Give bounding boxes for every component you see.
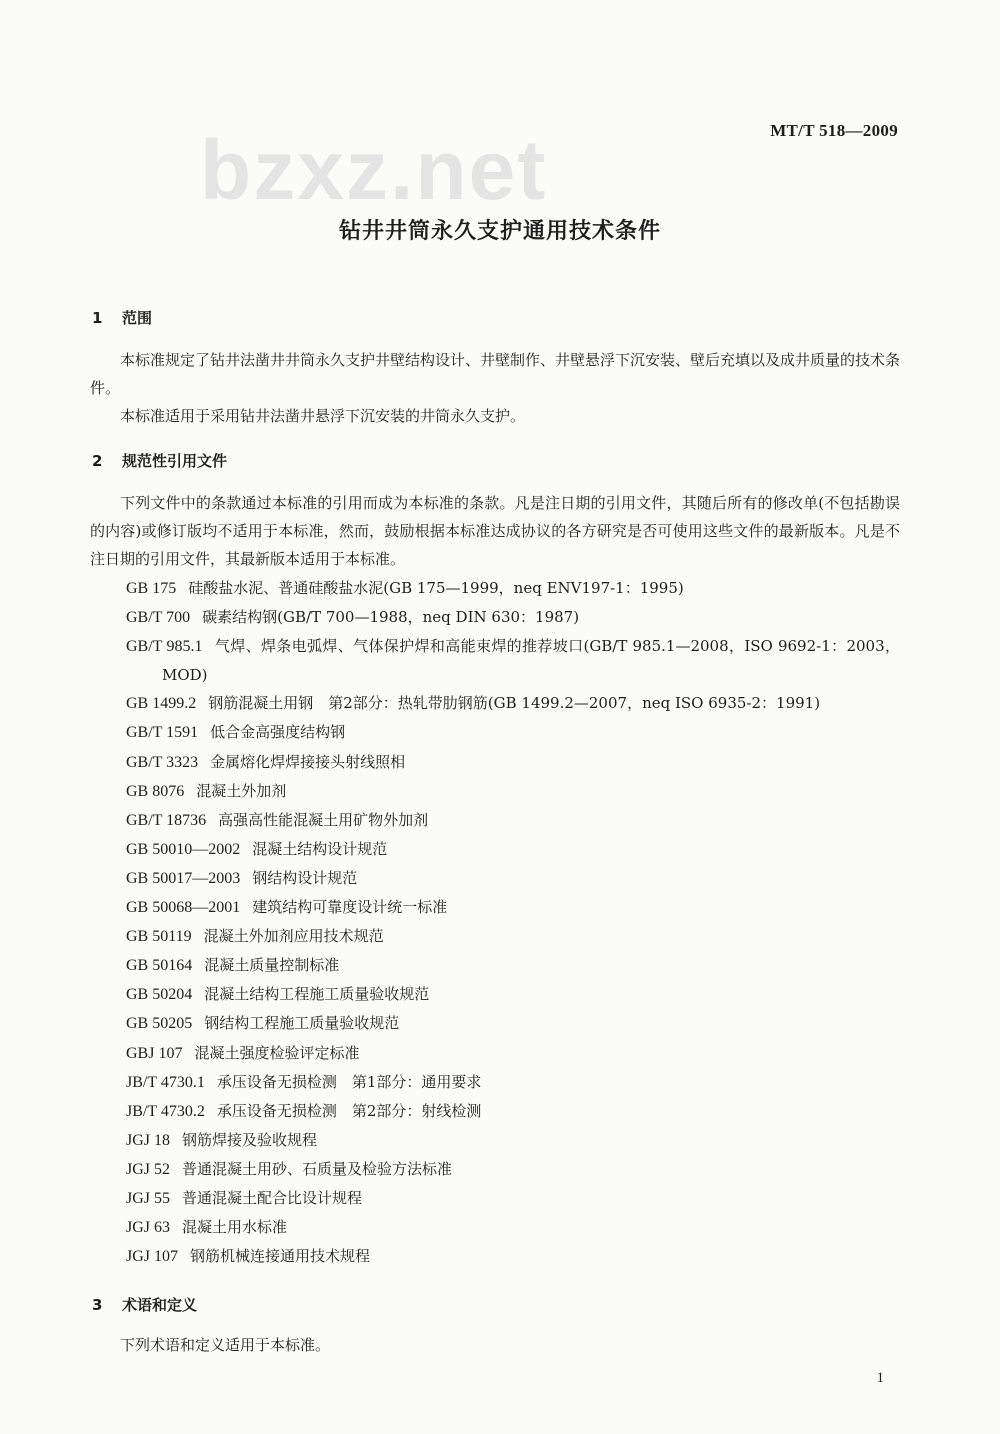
standard-number: MT/T 518—2009 — [770, 121, 898, 140]
reference-title: 钢筋机械连接通用技术规程 — [190, 1247, 371, 1266]
reference-item — [126, 748, 900, 777]
reference-title: 钢结构工程施工质量验收规范 — [204, 1014, 400, 1033]
page-number: 1 — [876, 1370, 884, 1386]
reference-code: GB 50017—2003 — [126, 869, 241, 887]
reference-title: 低合金高强度结构钢 — [210, 723, 346, 742]
reference-code: JGJ 52 — [126, 1160, 171, 1178]
paragraph: 本标准适用于采用钻井法凿井悬浮下沉安装的井筒永久支护。 — [120, 407, 526, 425]
reference-item — [126, 1039, 900, 1068]
reference-item — [126, 893, 900, 922]
reference-item — [126, 632, 900, 689]
reference-code: GB 8076 — [126, 782, 185, 800]
reference-code: JB/T 4730.2 — [126, 1102, 205, 1120]
reference-code: JGJ 55 — [126, 1189, 171, 1207]
reference-item — [126, 574, 900, 603]
reference-code: GB 50119 — [126, 928, 192, 946]
reference-item — [126, 689, 900, 718]
reference-item — [126, 835, 900, 864]
reference-item — [126, 1155, 900, 1184]
reference-item — [126, 922, 900, 951]
reference-item — [126, 777, 900, 806]
reference-item — [126, 603, 900, 632]
reference-title: 混凝土用水标准 — [182, 1218, 288, 1237]
reference-item — [126, 1097, 900, 1126]
section-title: 范围 — [122, 309, 153, 327]
reference-code: GB 1499.2 — [126, 695, 197, 713]
reference-title: 混凝土结构设计规范 — [252, 839, 388, 858]
reference-title: 高强高性能混凝土用矿物外加剂 — [218, 810, 429, 829]
reference-title: 混凝土强度检验评定标准 — [194, 1043, 360, 1062]
reference-code: GB/T 18736 — [126, 811, 207, 829]
paragraph: 下列术语和定义适用于本标准。 — [120, 1336, 331, 1354]
reference-title: 金属熔化焊焊接接头射线照相 — [210, 752, 406, 771]
paragraph: 本标准规定了钻井法凿井井筒永久支护井壁结构设计、井壁制作、井壁悬浮下沉安装、壁后充填以及成井质量的技术条件。 — [90, 351, 901, 397]
reference-code: GB 50204 — [126, 986, 193, 1004]
reference-item — [126, 718, 900, 747]
reference-item — [126, 864, 900, 893]
reference-code: GB/T 985.1 — [126, 638, 203, 656]
reference-title: 承压设备无损检测 第2部分：射线检测 — [216, 1101, 482, 1120]
reference-code: GB 50205 — [126, 1015, 193, 1033]
reference-code: JGJ 107 — [126, 1248, 179, 1266]
paragraph: 下列文件中的条款通过本标准的引用而成为本标准的条款。凡是注日期的引用文件，其随后所有的修改单(不包括勘误的内容)或修订版均不适用于本标准，然而，鼓励根据本标准达成协议的各方研究是否可使用这些文件的最新版本。凡是不注日期的引用文件，其最新版本适用于本标准。 — [90, 494, 900, 568]
reference-title: 普通混凝土配合比设计规程 — [182, 1188, 363, 1207]
reference-title: 承压设备无损检测 第1部分：通用要求 — [216, 1072, 482, 1091]
reference-title: 普通混凝土用砂、石质量及检验方法标准 — [182, 1159, 453, 1178]
reference-code: GB/T 1591 — [126, 724, 199, 742]
section-number: 3 — [92, 1296, 103, 1314]
section-title: 规范性引用文件 — [122, 452, 228, 470]
section-heading-terms-definitions — [92, 1294, 197, 1315]
reference-code: JGJ 63 — [126, 1219, 171, 1237]
reference-title: 碳素结构钢(GB/T 700—1988，neq DIN 630：1987) — [202, 608, 580, 627]
reference-title: 混凝土质量控制标准 — [204, 956, 340, 975]
reference-title: 建筑结构可靠度设计统一标准 — [252, 898, 448, 917]
document-title: 钻井井筒永久支护通用技术条件 — [338, 219, 661, 244]
reference-code: GB/T 700 — [126, 609, 191, 627]
reference-item — [126, 1242, 900, 1271]
reference-item — [126, 1184, 900, 1213]
reference-title: 混凝土外加剂 — [196, 781, 287, 800]
section-heading-normative-references — [92, 450, 227, 471]
reference-item — [126, 1126, 900, 1155]
section-heading-scope — [92, 307, 152, 328]
reference-item — [126, 1068, 900, 1097]
reference-title: 气焊、焊条电弧焊、气体保护焊和高能束焊的推荐坡口(GB/T 985.1—2008，ISO 9692-1：2003，MOD) — [162, 637, 900, 685]
reference-code: GB 50068—2001 — [126, 899, 241, 917]
reference-code: JGJ 18 — [126, 1131, 171, 1149]
reference-item — [126, 980, 900, 1009]
reference-title: 混凝土结构工程施工质量验收规范 — [204, 985, 430, 1004]
reference-title: 钢结构设计规范 — [252, 868, 358, 887]
reference-title: 混凝土外加剂应用技术规范 — [203, 927, 384, 946]
reference-title: 钢筋混凝土用钢 第2部分：热轧带肋钢筋(GB 1499.2—2007，neq ISO 6935-2：1991) — [208, 694, 821, 713]
watermark: bzxz.net — [200, 123, 548, 217]
section-title: 术语和定义 — [122, 1296, 198, 1314]
reference-code: GB/T 3323 — [126, 753, 199, 771]
reference-item — [126, 951, 900, 980]
reference-code: GB 50010—2002 — [126, 840, 241, 858]
section-number: 2 — [92, 452, 103, 470]
reference-code: GBJ 107 — [126, 1044, 183, 1062]
reference-item — [126, 806, 900, 835]
reference-title: 硅酸盐水泥、普通硅酸盐水泥(GB 175—1999，neq ENV197-1：1995) — [188, 579, 684, 597]
section-number: 1 — [92, 309, 103, 327]
reference-item — [126, 1213, 900, 1242]
reference-code: JB/T 4730.1 — [126, 1073, 205, 1091]
reference-title: 钢筋焊接及验收规程 — [182, 1130, 318, 1149]
reference-code: GB 50164 — [126, 957, 193, 975]
reference-code: GB 175 — [126, 580, 177, 597]
reference-list — [90, 574, 900, 1271]
reference-item — [126, 1009, 900, 1038]
